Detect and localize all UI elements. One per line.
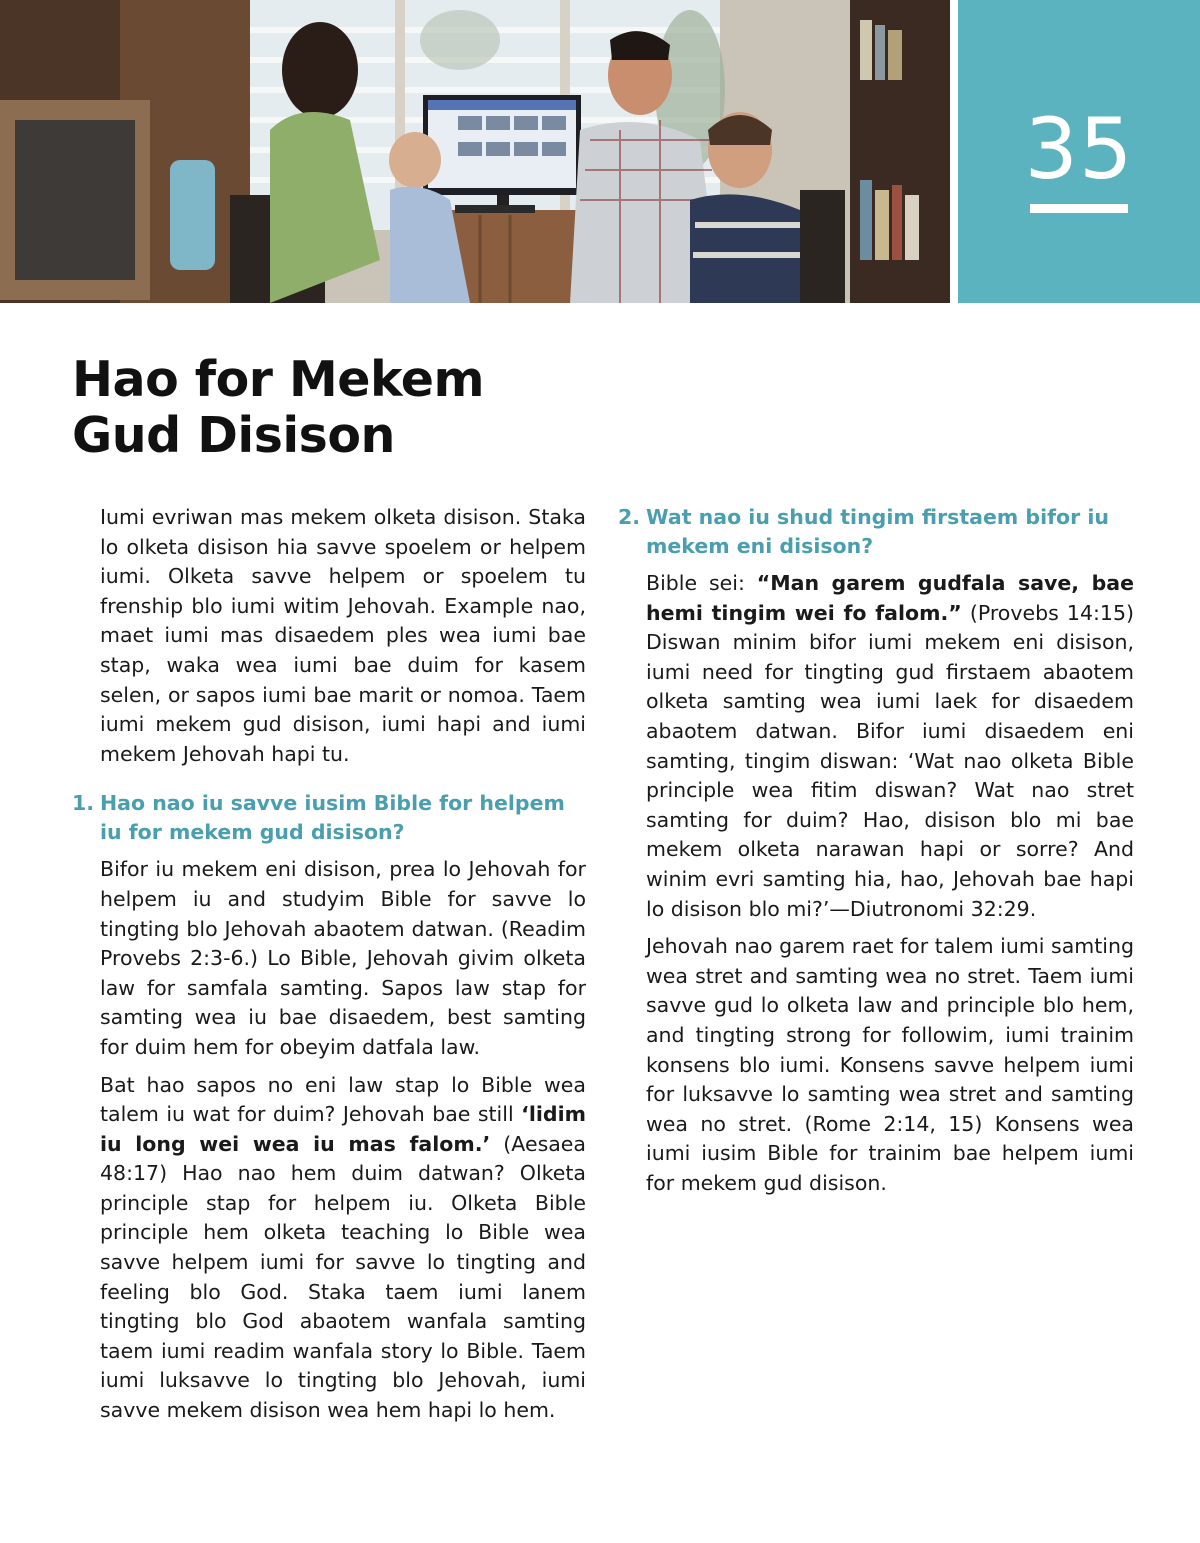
lesson-number: 35	[1024, 100, 1134, 198]
section-2-paragraph-2: Jehovah nao garem raet for talem iumi samting wea stret and samting wea no stret. Taem iumi savve gud lo olketa law and principle blo hem, and tingting strong for followim, iumi trainim konsens blo iumi. Konsens savve helpem iumi for luksavve lo samting wea stret and samting wea no stret. (Rome 2:14, 15) Konsens wea iumi iusim Bible for trainim bae helpem iumi for mekem gud disison.	[646, 934, 1134, 1195]
section-1-p2-text-a: Bat hao sapos no eni law stap lo Bible wea talem iu wat for duim? Jehovah bae still	[100, 1072, 586, 1127]
lesson-number-box	[958, 0, 1200, 303]
section-1-question	[72, 789, 586, 847]
page-title	[72, 352, 672, 464]
left-column	[72, 503, 586, 1434]
right-column	[618, 503, 1134, 1206]
lesson-number-underline	[1030, 204, 1128, 213]
title-line-2: Gud Disison	[72, 407, 395, 464]
header-photo	[0, 0, 950, 303]
section-2-number: 2.	[618, 505, 641, 529]
title-line-1: Hao for Mekem	[72, 351, 485, 408]
section-2-paragraph-1	[646, 569, 1134, 924]
intro-paragraph: Iumi evriwan mas mekem olketa disison. Staka lo olketa disison hia savve spoelem or helpem iumi. Olketa savve helpem or spoelem tu frenship blo iumi witim Jehovah. Example nao, maet iumi mas disaedem ples wea iumi bae stap, waka wea iumi bae duim for kasem selen, or sapos iumi bae marit or nomoa. Taem iumi mekem gud disison, iumi hapi and iumi mekem Jehovah hapi tu.	[100, 505, 586, 766]
section-1-p2-text-b: (Aesaea 48:17) Hao nao hem duim datwan? Olketa principle stap for helpem iu. Olketa Bible principle hem olketa teaching lo Bible wea savve helpem iumi for savve lo tingting and feeling blo God. Staka taem iumi lanem tingting blo God abaotem wanfala samting taem iumi readim wanfala story lo Bible. Taem iumi luksavve lo tingting blo Jehovah, iumi savve mekem disison wea hem hapi lo hem.	[100, 1131, 586, 1423]
section-1-paragraph-1: Bifor iu mekem eni disison, prea lo Jehovah for helpem iu and studyim Bible for savve lo tingting blo Jehovah abaotem datwan. (Readim Provebs 2:3-6.) Lo Bible, Jehovah givim olketa law for samfala samting. Sapos law stap for samting wea iu bae disaedem, best samting for duim hem for obeyim datfala law.	[100, 857, 586, 1059]
section-2-p1-bold-quote: “Man garem gudfala save, bae hemi tingim wei fo falom.”	[646, 571, 1134, 625]
section-2-question	[618, 503, 1134, 561]
section-2-question-text: Wat nao iu shud tingim firstaem bifor iu mekem eni disison?	[646, 505, 1109, 558]
section-2-p1-text-b: (Provebs 14:15) Diswan minim bifor iumi mekem eni disison, iumi need for tingting gud firstaem abaotem olketa samting wea iumi laek for disaedem abaotem datwan. Bifor iumi disaedem eni samting, tingim diswan: ‘Wat nao olketa Bible principle wea fitim diswan? Wat nao stret samting for duim? Hao, disison blo mi bae mekem olketa narawan hapi or sorre? And winim evri samting hia, hao, Jehovah bae hapi lo disison blo mi?’—Diutronomi 32:29.	[646, 600, 1134, 921]
family-at-computer-illustration	[0, 0, 950, 303]
section-1-question-text: Hao nao iu savve iusim Bible for helpem iu for mekem gud disison?	[100, 791, 565, 845]
section-2-p1-text-a: Bible sei:	[646, 571, 757, 595]
section-1-number: 1.	[72, 791, 95, 816]
section-1-paragraph-2	[100, 1071, 586, 1426]
section-1-p2-bold-quote: ‘lidim iu long wei wea iu mas falom.’	[100, 1102, 586, 1156]
